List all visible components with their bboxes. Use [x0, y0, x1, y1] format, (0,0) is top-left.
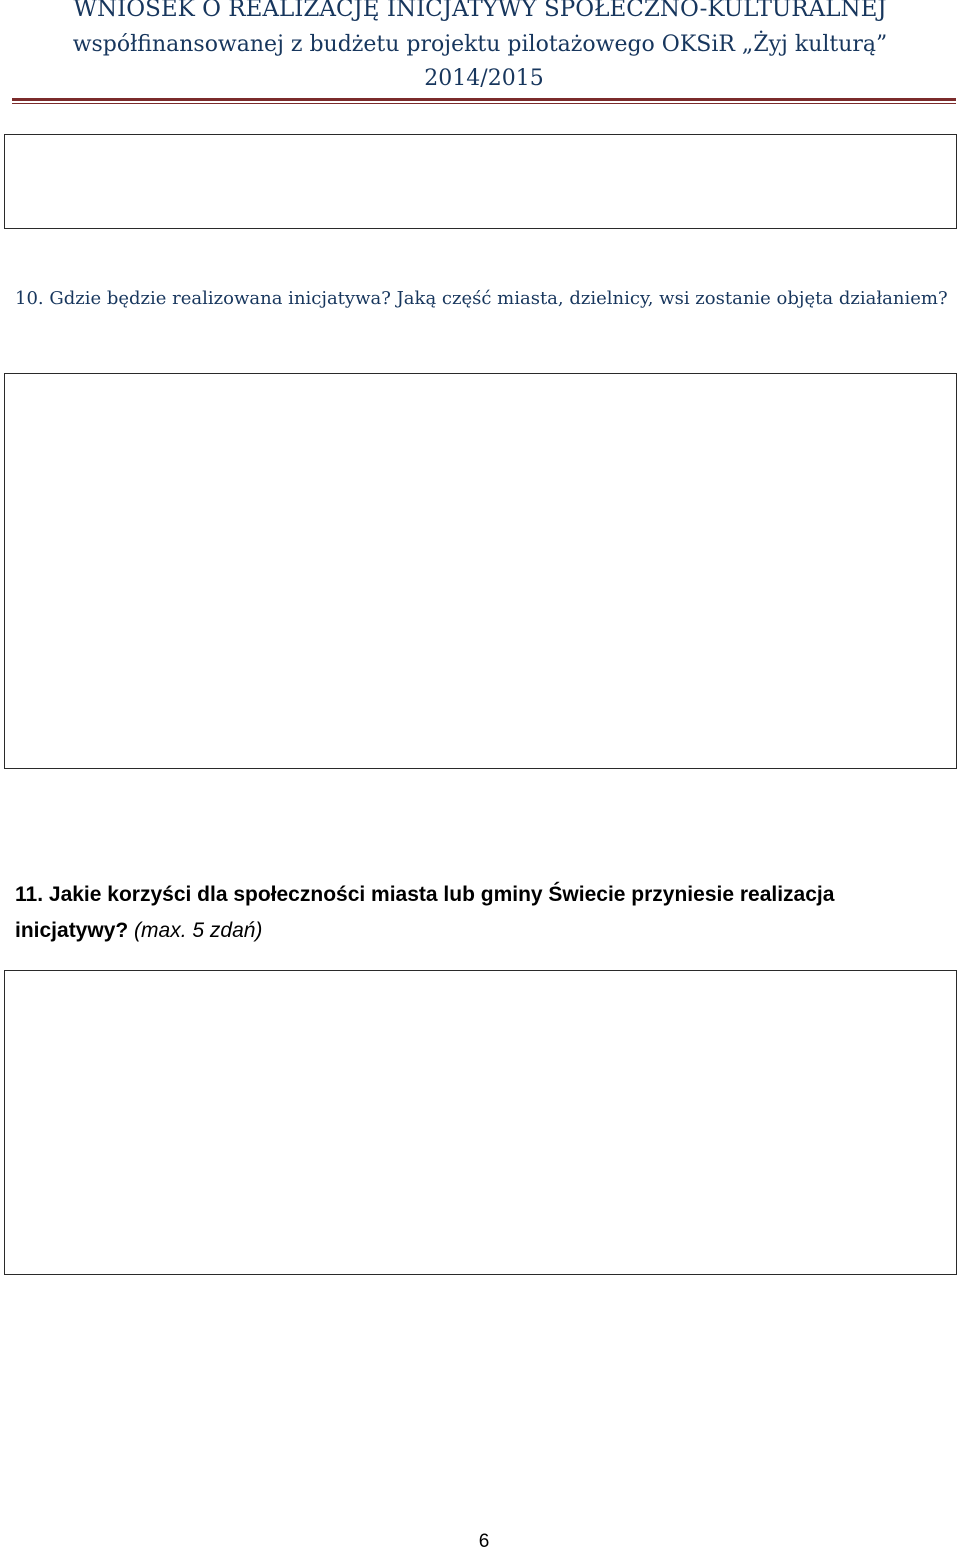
question-11-label — [15, 877, 950, 949]
form-year: 2014/2015 — [424, 66, 544, 91]
page-number: 6 — [478, 1531, 490, 1552]
header-divider-thin — [12, 103, 956, 104]
header-divider-thick — [12, 98, 956, 101]
question-11-number: 11. — [15, 883, 44, 906]
form-subtitle: współfinansowanej z budżetu projektu pilotażowego OKSiR „Żyj kulturą” — [72, 32, 888, 57]
question-11-text: Jakie korzyści dla społeczności miasta lub gminy Świecie przyniesie realizacja inicjatywy? — [15, 883, 835, 942]
question-10-answer-field[interactable] — [4, 373, 957, 769]
form-title: WNIOSEK O REALIZACJĘ INICJATYWY SPOŁECZNO-KULTURALNEJ — [73, 0, 887, 22]
question-11-hint: (max. 5 zdań) — [134, 919, 263, 942]
question-10-label: 10. Gdzie będzie realizowana inicjatywa? Jaką część miasta, dzielnicy, wsi zostanie objęta działaniem? — [15, 288, 948, 309]
question-11-answer-field[interactable] — [4, 970, 957, 1275]
previous-answer-field[interactable] — [4, 134, 957, 229]
